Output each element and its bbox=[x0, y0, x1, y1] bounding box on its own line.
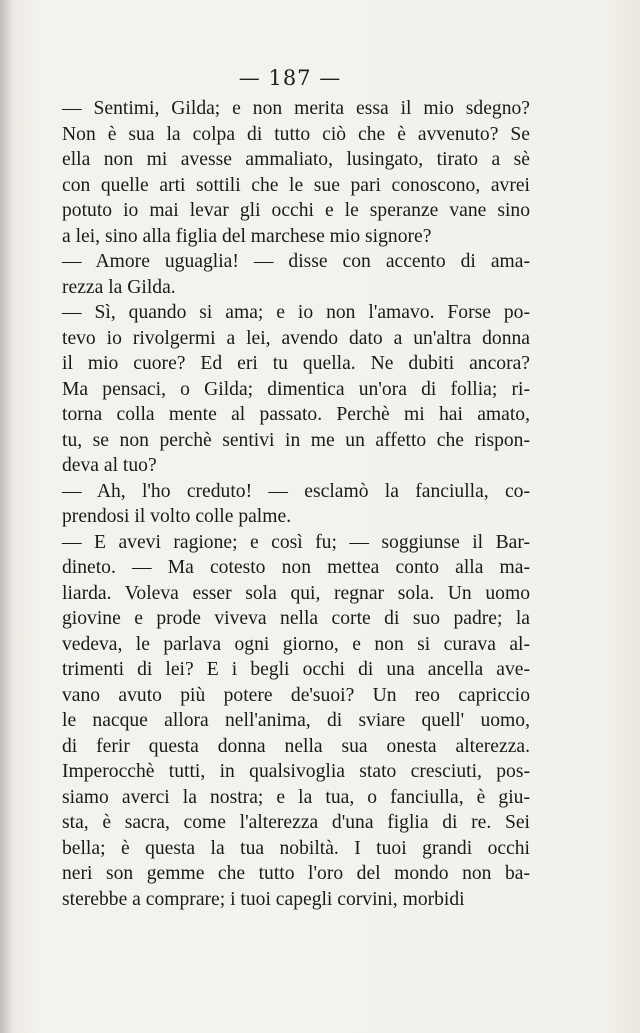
spine-shadow bbox=[0, 0, 14, 1033]
text-line: con quelle arti sottili che le sue pari conoscono, avrei bbox=[62, 174, 530, 196]
text-line: deva al tuo? bbox=[62, 455, 157, 476]
text-line: siamo averci la nostra; e la tua, o fanciulla, è giu- bbox=[62, 786, 530, 808]
text-line: — Ah, l'ho creduto! — esclamò la fanciulla, co- bbox=[62, 480, 530, 502]
paragraph bbox=[62, 300, 530, 479]
paragraph bbox=[62, 530, 530, 913]
paragraph bbox=[62, 249, 530, 300]
text-line: prendosi il volto colle palme. bbox=[62, 506, 292, 527]
text-line: il mio cuore? Ed eri tu quella. Ne dubiti ancora? bbox=[62, 353, 530, 374]
text-line: Ma pensaci, o Gilda; dimentica un'ora di follia; ri- bbox=[62, 378, 530, 400]
text-line: giovine e prode viveva nella corte di suo padre; la bbox=[62, 608, 530, 629]
text-line: torna colla mente al passato. Perchè mi hai amato, bbox=[62, 404, 530, 425]
paragraph bbox=[62, 96, 530, 249]
text-line: trimenti di lei? E i begli occhi di una ancella ave- bbox=[62, 659, 530, 680]
text-line: tevo io rivolgermi a lei, avendo dato a un'altra donna bbox=[62, 327, 530, 349]
text-line: rezza la Gilda. bbox=[62, 276, 176, 298]
text-line: — Sì, quando si ama; e io non l'amavo. Forse po- bbox=[62, 302, 530, 323]
text-line: — E avevi ragione; e così fu; — soggiunse il Bar- bbox=[62, 531, 530, 553]
page-number: — 187 — bbox=[238, 66, 342, 90]
text-line: tu, se non perchè sentivi in me un affetto che rispon- bbox=[62, 429, 530, 451]
text-line: — Amore uguaglia! — disse con accento di ama- bbox=[62, 251, 530, 272]
text-line: sterebbe a comprare; i tuoi capegli corvini, morbidi bbox=[62, 888, 465, 910]
text-line: liarda. Voleva esser sola qui, regnar sola. Un uomo bbox=[62, 582, 530, 604]
text-line: Non è sua la colpa di tutto ciò che è avvenuto? Se bbox=[62, 123, 530, 145]
text-line: le nacque allora nell'anima, di sviare quell' uomo, bbox=[62, 710, 530, 731]
text-line: dineto. — Ma cotesto non mettea conto alla ma- bbox=[62, 557, 530, 578]
text-line: di ferir questa donna nella sua onesta alterezza. bbox=[62, 735, 530, 757]
body-text bbox=[62, 96, 530, 912]
text-line: a lei, sino alla figlia del marchese mio signore? bbox=[62, 225, 432, 247]
text-line: bella; è questa la tua nobiltà. I tuoi grandi occhi bbox=[62, 837, 530, 859]
text-line: Imperocchè tutti, in qualsivoglia stato cresciuti, pos- bbox=[62, 761, 530, 782]
text-line: vedeva, le parlava ogni giorno, e non si curava al- bbox=[62, 633, 530, 655]
text-line: — Sentimi, Gilda; e non merita essa il mio sdegno? bbox=[62, 98, 530, 119]
text-line: ella non mi avesse ammaliato, lusingato, tirato a sè bbox=[62, 149, 530, 170]
text-line: potuto io mai levar gli occhi e le speranze vane sino bbox=[62, 200, 530, 221]
text-line: vano avuto più potere de'suoi? Un reo capriccio bbox=[62, 684, 530, 706]
text-line: neri son gemme che tutto l'oro del mondo non ba- bbox=[62, 863, 530, 884]
paragraph bbox=[62, 479, 530, 530]
text-line: sta, è sacra, come l'alterezza d'una figlia di re. Sei bbox=[62, 812, 530, 833]
